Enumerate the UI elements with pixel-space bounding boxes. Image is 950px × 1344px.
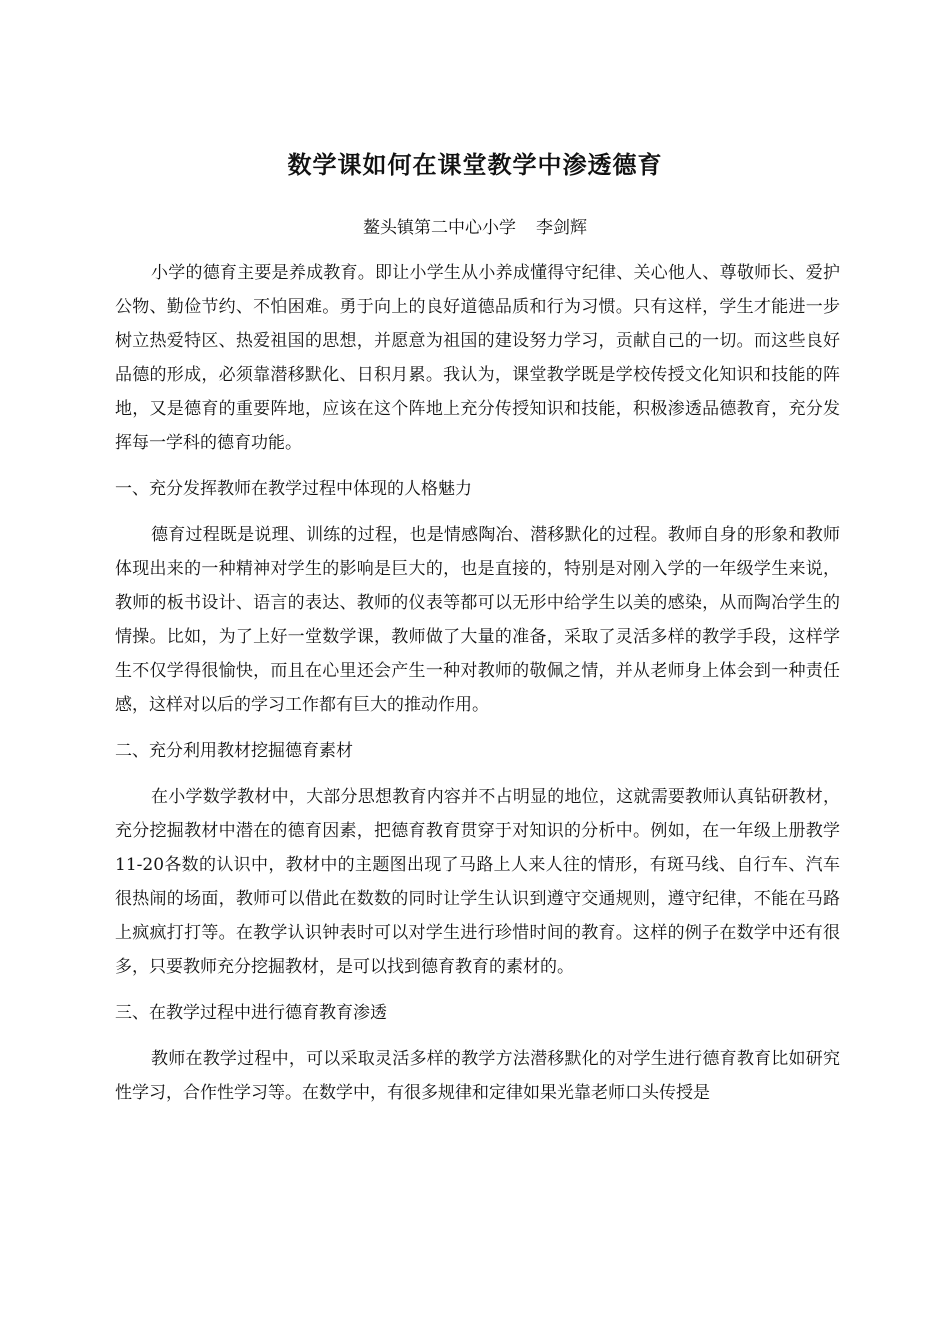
author-name: 李剑辉 (536, 218, 587, 238)
author-school: 鳌头镇第二中心小学 (363, 218, 516, 238)
section-heading-1: 一、充分发挥教师在教学过程中体现的人格魅力 (115, 479, 472, 499)
section-heading-3: 三、在教学过程中进行德育教育渗透 (115, 1003, 387, 1023)
intro-paragraph: 小学的德育主要是养成教育。即让小学生从小养成懂得守纪律、关心他人、尊敬师长、爱护公物、勤俭节约、不怕困难。勇于向上的良好道德品质和行为习惯。只有这样，学生才能进一步树立热爱特区、热爱祖国的思想，并愿意为祖国的建设努力学习，贡献自己的一切。而这些良好品德的形成，必须靠潜移默化、日积月累。我认为，课堂教学既是学校传授文化知识和技能的阵地，又是德育的重要阵地，应该在这个阵地上充分传授知识和技能，积极渗透品德教育，充分发挥每一学科的德育功能。 (115, 263, 840, 453)
section-heading-2: 二、充分利用教材挖掘德育素材 (115, 741, 353, 761)
section-paragraph-1: 德育过程既是说理、训练的过程，也是情感陶冶、潜移默化的过程。教师自身的形象和教师体现出来的一种精神对学生的影响是巨大的，也是直接的，特别是对刚入学的一年级学生来说，教师的板书设计、语言的表达、教师的仪表等都可以无形中给学生以美的感染，从而陶冶学生的情操。比如，为了上好一堂数学课，教师做了大量的准备，采取了灵活多样的教学手段，这样学生不仅学得很愉快，而且在心里还会产生一种对教师的敬佩之情，并从老师身上体会到一种责任感，这样对以后的学习工作都有巨大的推动作用。 (115, 525, 840, 715)
section-paragraph-3: 教师在教学过程中，可以采取灵活多样的教学方法潜移默化的对学生进行德育教育比如研究性学习，合作性学习等。在数学中，有很多规律和定律如果光靠老师口头传授是 (115, 1049, 840, 1103)
author-line (0, 213, 950, 238)
document-title: 数学课如何在课堂教学中渗透德育 (287, 151, 663, 179)
document-body (115, 256, 840, 1110)
section-paragraph-2: 在小学数学教材中，大部分思想教育内容并不占明显的地位，这就需要教师认真钻研教材，充分挖掘教材中潜在的德育因素，把德育教育贯穿于对知识的分析中。例如，在一年级上册教学11-20各数的认识中，教材中的主题图出现了马路上人来人往的情形，有斑马线、自行车、汽车很热闹的场面，教师可以借此在数数的同时让学生认识到遵守交通规则，遵守纪律，不能在马路上疯疯打打等。在教学认识钟表时可以对学生进行珍惜时间的教育。这样的例子在数学中还有很多，只要教师充分挖掘教材，是可以找到德育教育的素材的。 (115, 787, 840, 977)
